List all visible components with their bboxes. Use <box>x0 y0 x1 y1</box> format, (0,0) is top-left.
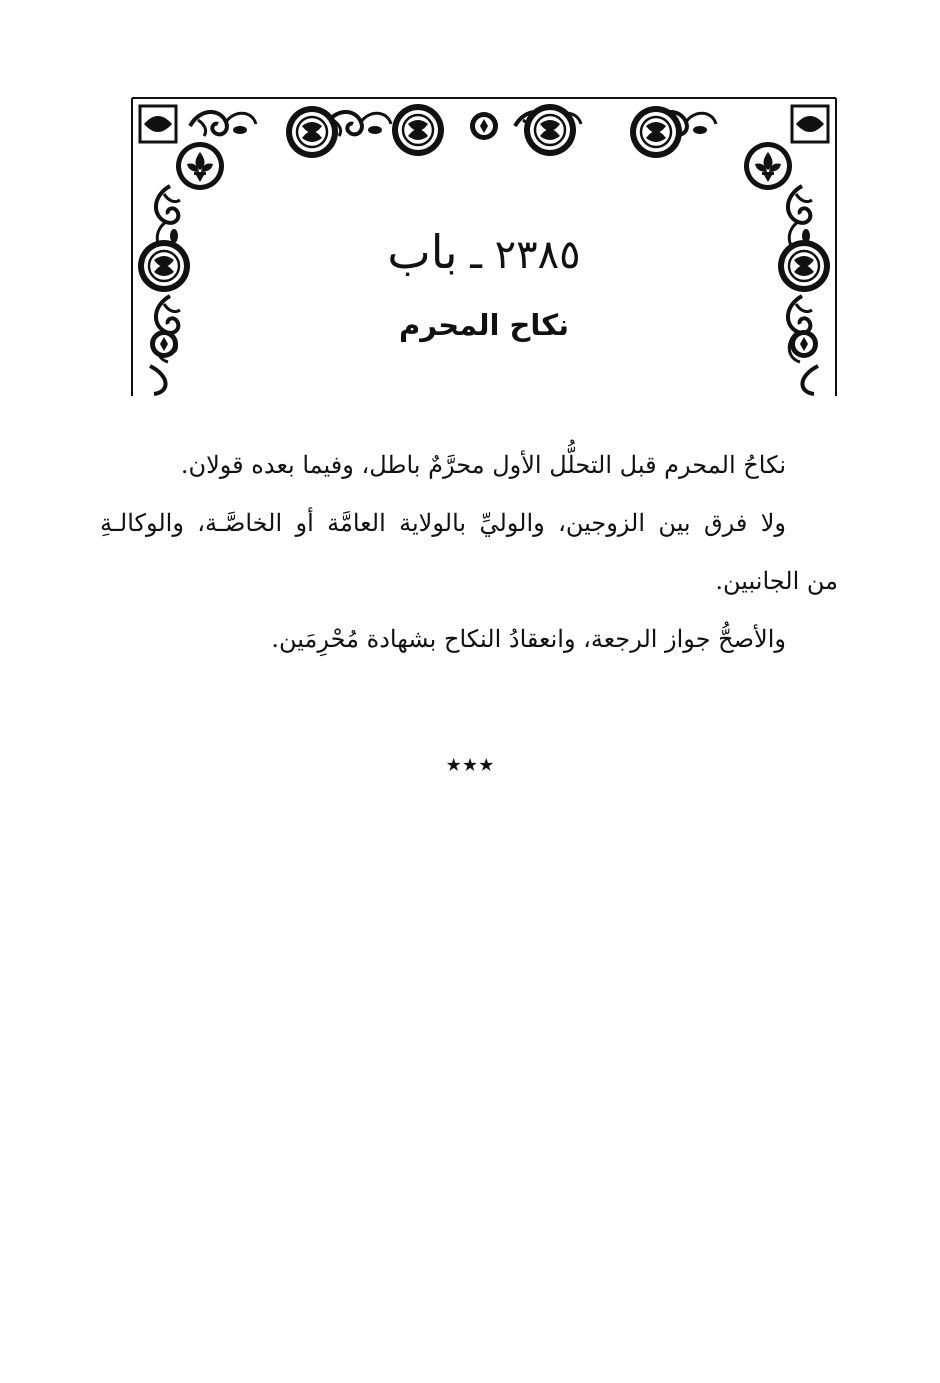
chapter-number: ٢٣٨٥ <box>494 232 581 278</box>
chapter-word: باب <box>387 225 458 279</box>
paragraph-1-line-1: نكاحُ المحرم قبل التحلُّل الأول محرَّمٌ باطل، وفيما بعده قولان. <box>180 451 786 479</box>
chapter-title: نكاح المحرم <box>398 308 570 342</box>
chapter-dash: ـ <box>470 232 482 278</box>
paragraph-2-line-2: من الجانبين. <box>715 567 838 595</box>
body-text <box>100 436 838 668</box>
section-separator: ٭٭٭ <box>445 747 495 782</box>
paragraph-2-line-1: ولا فرق بين الزوجين، والوليِّ بالولاية العامَّة أو الخاصَّـة، والوكالـةِ <box>100 509 786 537</box>
paragraph-3-line-1: والأصحُّ جواز الرجعة، وانعقادُ النكاح بشهادة مُحْرِمَين. <box>271 625 786 653</box>
chapter-heading <box>130 222 838 285</box>
